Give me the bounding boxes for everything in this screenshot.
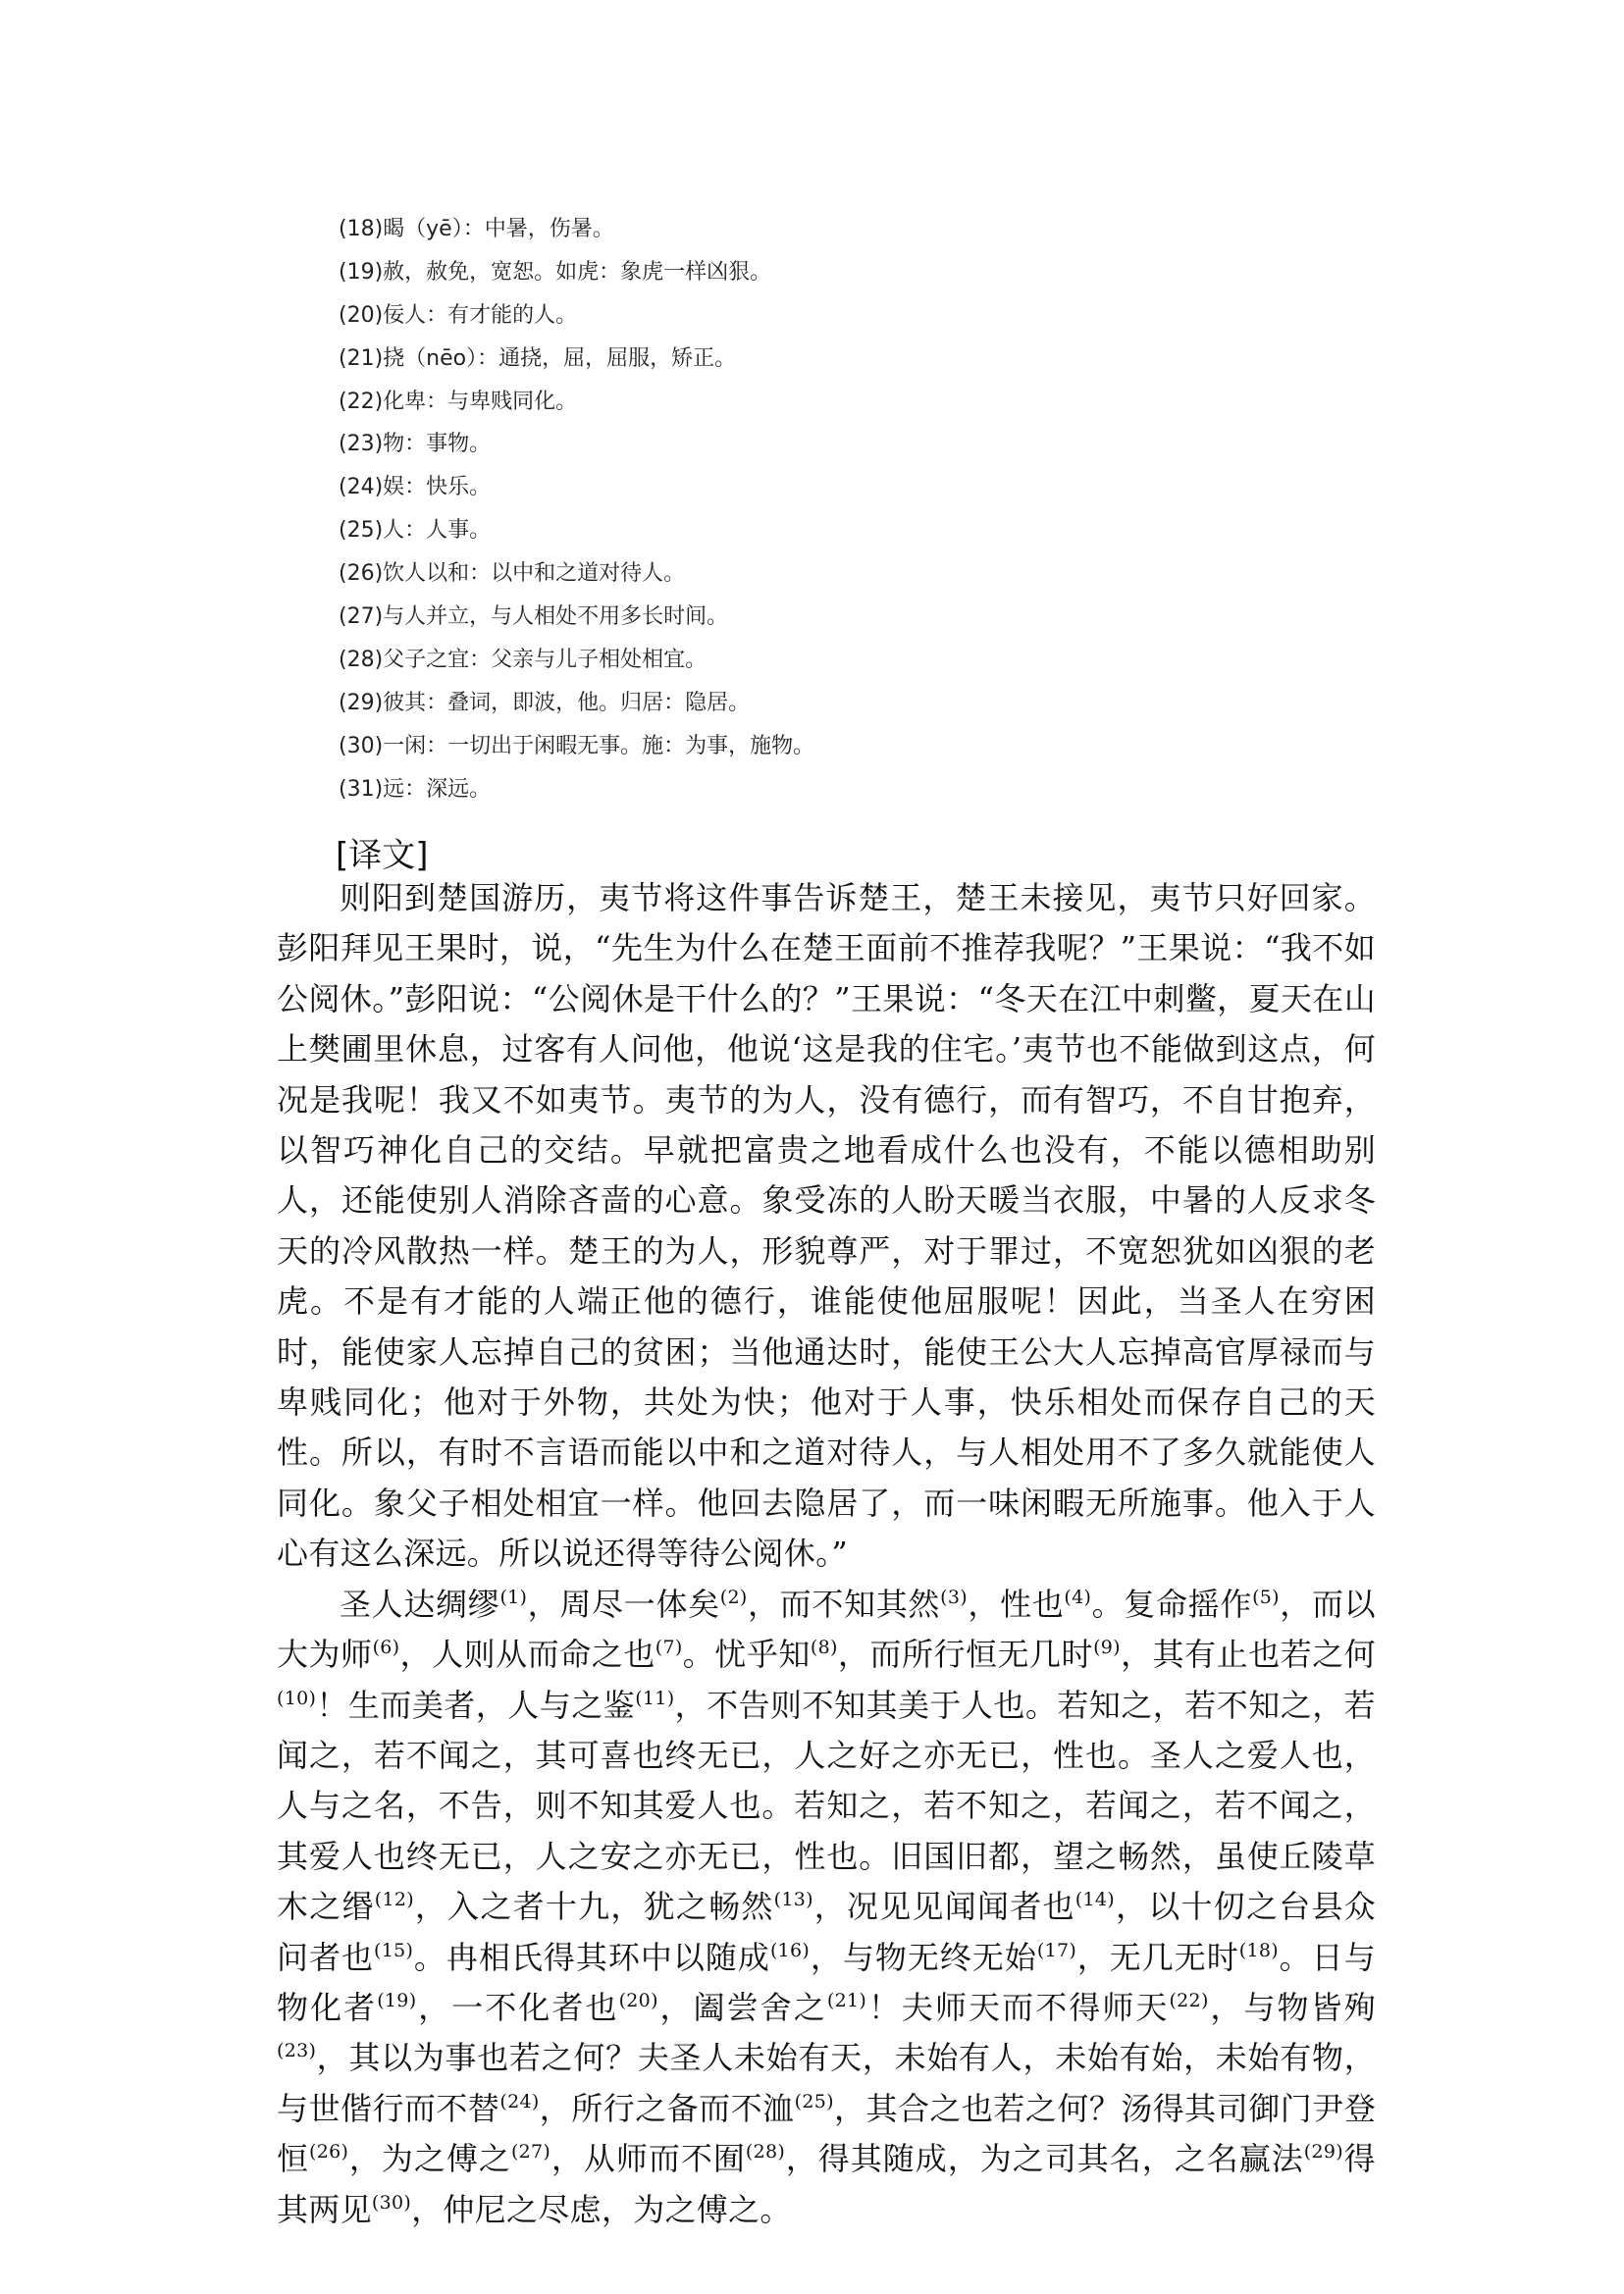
note-31: (31)远：深远。: [339, 776, 492, 802]
original-text-segment: ，况见见闻闻者也: [812, 1888, 1075, 1926]
original-text-segment: ，性也: [967, 1585, 1065, 1623]
note-23: (23)物：事物。: [339, 432, 492, 457]
original-text-paragraph: [277, 1580, 1376, 2235]
original-text-segment: ，人则从而命之也: [399, 1636, 655, 1674]
footnote-marker: (19): [377, 1989, 417, 2011]
original-text-segment: ，与物无终无始: [810, 1938, 1037, 1976]
original-text-segment: ，所行之备而不洫: [539, 2089, 795, 2127]
original-text-segment: ，其以为事也若之何？夫圣人未始有天，未始有人，未始有始，未始有物，与世偕行而不替: [277, 2039, 1376, 2127]
footnote-marker: (30): [371, 2191, 412, 2214]
original-text-segment: ！生而美者，人与之鉴: [316, 1686, 636, 1724]
original-text-segment: ，与物皆殉: [1208, 1988, 1376, 2026]
footnote-marker: (11): [635, 1687, 675, 1709]
original-text-segment: ，以十仞之台县众问者也: [277, 1888, 1376, 1976]
footnote-marker: (3): [940, 1586, 968, 1608]
footnote-marker: (6): [372, 1637, 400, 1659]
original-text-segment: ，而以大为师: [277, 1585, 1376, 1674]
footnote-marker: (15): [374, 1939, 414, 1961]
footnote-marker: (22): [1169, 1989, 1209, 2011]
original-text-segment: ，其有止也若之何: [1120, 1636, 1377, 1674]
footnote-marker: (16): [769, 1939, 811, 1961]
original-text-segment: ，仲尼之尽虑，为之傅之。: [411, 2190, 792, 2228]
original-text-segment: 。复命摇作: [1091, 1585, 1253, 1623]
original-text-segment: 得其两见: [277, 2140, 1376, 2228]
footnote-marker: (28): [745, 2141, 786, 2164]
note-18: (18)暍（yē）：中暑，伤暑。: [339, 217, 614, 241]
original-text-segment: ，阖尝舍之: [657, 1988, 827, 2026]
footnote-marker: (2): [719, 1586, 748, 1608]
footnote-marker: (4): [1064, 1586, 1092, 1608]
note-22: (22)化卑：与卑贱同化。: [339, 389, 578, 414]
original-text-segment: ，一不化者也: [416, 1988, 619, 2026]
footnote-marker: (1): [499, 1586, 528, 1608]
note-30: (30)一闲：一切出于闲暇无事。施：为事，施物。: [339, 733, 815, 758]
annotation-notes: [339, 208, 1320, 810]
original-text-segment: ！夫师天而不得师天: [866, 1988, 1170, 2026]
section-title-translation: [译文]: [336, 836, 429, 875]
footnote-marker: (7): [655, 1637, 683, 1659]
original-text-segment: ，从师而不囿: [550, 2140, 746, 2178]
original-text-segment: ，周尽一体矣: [527, 1585, 720, 1623]
footnote-marker: (24): [499, 2090, 540, 2112]
footnote-marker: (5): [1252, 1586, 1280, 1608]
note-24: (24)娱：快乐。: [339, 475, 492, 500]
original-text-segment: ，而所行恒无几时: [837, 1636, 1094, 1674]
note-27: (27)与人并立，与人相处不用多长时间。: [339, 604, 729, 630]
footnote-marker: (14): [1074, 1889, 1115, 1911]
footnote-marker: (20): [618, 1989, 658, 2011]
original-text-segment: 。忧乎知: [682, 1636, 811, 1674]
footnote-marker: (8): [810, 1637, 838, 1659]
footnote-marker: (21): [826, 1989, 867, 2011]
original-text-segment: 。日与物化者: [277, 1938, 1376, 2026]
original-text-segment: ，不告则不知其美于人也。若知之，若不知之，若闻之，若不闻之，其可喜也终无已，人之好之亦无已，性也。圣人之爱人也，人与之名，不告，则不知其爱人也。若知之，若不知之，若闻之，若不闻之，其爱人也终无已，人之安之亦无已，性也。旧国旧都，望之畅然，虽使丘陵草木之缗: [277, 1686, 1376, 1926]
note-25: (25)人：人事。: [339, 518, 492, 544]
note-19: (19)赦，赦免，宽恕。如虎：象虎一样凶狠。: [339, 259, 772, 285]
original-text-segment: ，入之者十九，犹之畅然: [413, 1888, 774, 1926]
note-29: (29)彼其：叠词，即波，他。归居：隐居。: [339, 690, 751, 715]
footnote-marker: (29): [1303, 2141, 1343, 2164]
original-text-segment: 圣人达绸缪: [340, 1585, 500, 1623]
footnote-marker: (9): [1093, 1637, 1121, 1659]
note-28: (28)父子之宜：父亲与儿子相处相宜。: [339, 647, 707, 672]
original-text-segment: ，而不知其然: [747, 1585, 941, 1623]
note-20: (20)佞人：有才能的人。: [339, 302, 578, 328]
original-text-segment: 。冉相氏得其环中以随成: [413, 1938, 770, 1976]
original-text-segment: ，为之傅之: [348, 2140, 511, 2178]
original-text-segment: ，得其随成，为之司其名，之名赢法: [785, 2140, 1304, 2178]
translation-paragraph: 则阳到楚国游历，夷节将这件事告诉楚王，楚王未接见，夷节只好回家。彭阳拜见王果时，说，“先生为什么在楚王面前不推荐我呢？”王果说：“我不如公阅休。”彭阳说：“公阅休是干什么的？”王果说：“冬天在江中刺鳖，夏天在山上樊圃里休息，过客有人问他，他说‘这是我的住宅。’夷节也不能做到这点，何况是我呢！我又不如夷节。夷节的为人，没有德行，而有智巧，不自甘抱弃，以智巧神化自己的交结。早就把富贵之地看成什么也没有，不能以德相助别人，还能使别人消除吝啬的心意。象受冻的人盼天暖当衣服，中暑的人反求冬天的冷风散热一样。楚王的为人，形貌尊严，对于罪过，不宽恕犹如凶狠的老虎。不是有才能的人端正他的德行，谁能使他屈服呢！因此，当圣人在穷困时，能使家人忘掉自己的贫困；当他通达时，能使王公大人忘掉高官厚禄而与卑贱同化；他对于外物，共处为快；他对于人事，快乐相处而保存自己的天性。所以，有时不言语而能以中和之道对待人，与人相处用不了多久就能使人同化。象父子相处相宜一样。他回去隐居了，而一味闲暇无所施事。他入于人心有这么深远。所以说还得等待公阅休。”: [277, 879, 1376, 1573]
footnote-marker: (26): [309, 2141, 349, 2164]
original-text-segment: ，其合之也若之何？汤得其司御门尹登恒: [277, 2089, 1376, 2178]
footnote-marker: (13): [773, 1889, 813, 1911]
footnote-marker: (25): [794, 2090, 834, 2112]
note-21: (21)挠（nēo）：通挠，屈，屈服，矫正。: [339, 345, 737, 371]
footnote-marker: (12): [374, 1889, 414, 1911]
footnote-marker: (27): [510, 2141, 551, 2164]
footnote-marker: (17): [1036, 1939, 1077, 1961]
footnote-marker: (18): [1238, 1939, 1279, 1961]
footnote-marker: (23): [277, 2040, 317, 2062]
note-26: (26)饮人以和：以中和之道对待人。: [339, 561, 686, 587]
original-text-segment: ，无几无时: [1076, 1938, 1239, 1976]
footnote-marker: (10): [277, 1687, 317, 1709]
main-text: [277, 873, 1376, 2235]
